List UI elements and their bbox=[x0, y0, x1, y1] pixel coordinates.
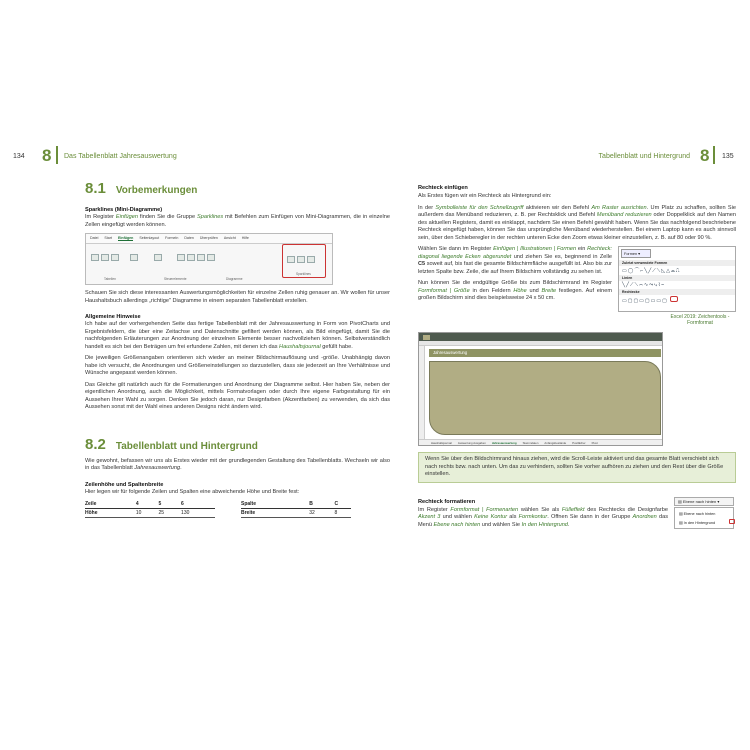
pivotchart-icon[interactable] bbox=[207, 254, 215, 261]
sheet-tab[interactable]: Pivot bbox=[591, 440, 598, 445]
paragraph: Im Register Einfügen finden Sie die Gruppe Sparklines mit Befehlen zum Einfügen von Mini-Diagrammen, die in einzelne Zellen eingefügt werden können. bbox=[85, 214, 391, 228]
highlight-marker bbox=[729, 519, 735, 524]
section-number: 8.2 bbox=[85, 435, 106, 453]
sheet-tab[interactable]: Postfächer bbox=[572, 440, 586, 445]
menu-item-label: In den Hintergrund bbox=[683, 520, 716, 525]
ribbon-tab[interactable]: Seitenlayout bbox=[139, 236, 160, 240]
paragraph: Das Gleiche gilt natürlich auch für die Formatierungen und Anordnung der Diagramme selbst. Hier haben Sie, neben der eigentlichen Anordnung, auch die Möglichkeit, mittels Formatvorlagen oder durch Ihre eigene Farbgestaltung für ein Aussehen Ihrer Wahl zu sorgen. Denken Sie jedoch daran, nur Designfarben (Akzentfarben) zu verwenden, da sich das Aussehen sonst mit der Wahl eines anderen Designs nicht ändern wird. bbox=[85, 381, 390, 410]
table-cell: C bbox=[335, 500, 352, 509]
table-icon[interactable] bbox=[111, 254, 119, 261]
paragraph: Wählen Sie dann im Register Einfügen | Illustrationen | Formen ein Rechteck: diagonal liegende Ecken abgerundet und ziehen Sie es, beginnend in Zelle C5 soweit auf, bis fast die gesamte Bildschirmfläche ausgefüllt ist. Also bis zur letzten Spalte bzw. Zeile, die auf Ihrem Bildschirm vollständig zu sehen ist. bbox=[418, 246, 612, 275]
sheet-tabs bbox=[419, 439, 662, 445]
ribbon-group-label: Diagramme bbox=[226, 277, 243, 281]
controls-icon[interactable] bbox=[154, 254, 162, 261]
sheet-tab-active[interactable]: Jahresauswertung bbox=[491, 440, 517, 445]
pivottable-icon[interactable] bbox=[91, 254, 99, 261]
winloss-sparkline-icon[interactable] bbox=[307, 256, 315, 263]
table-cell: Zeile bbox=[85, 500, 136, 509]
table-row bbox=[85, 500, 215, 509]
paragraph: Ich habe auf der vorhergehenden Seite das fertige Tabellenblatt mit der Jahresauswertung in Form von PivotCharts und Ergebnisfeldern, die über eine Zeitachse und Datenschnitte gefiltert werden können, als Bild eingefügt, damit Sie die nachfolgenden Erläuterungen zur Anordnung der einzelnen Elemente besser nachvollziehen können. Selbstverständlich handelt es sich bei den Beträgen um frei erfundene Zahlen, mit denen ich das Haushaltsjournal gefüllt habe. bbox=[85, 321, 390, 350]
illustrations-icon[interactable] bbox=[130, 254, 138, 261]
send-backward-button[interactable]: ▤ Ebene nach hinten ▾ bbox=[674, 497, 734, 506]
menu-item-send-to-back[interactable]: ▤ In den Hintergrund bbox=[675, 518, 733, 527]
sheet-tab[interactable]: Haushaltsjournal bbox=[431, 440, 452, 445]
figure-caption: Excel 2019: Zeichentools - Formformat bbox=[670, 314, 730, 326]
column-headers bbox=[419, 341, 662, 346]
column-width-table bbox=[241, 500, 351, 518]
table-cell: B bbox=[309, 500, 334, 509]
sheet-tab[interactable]: Stammdaten bbox=[522, 440, 539, 445]
table-cell: 4 bbox=[136, 500, 159, 509]
menu-item-send-backward[interactable]: ▤ Ebene nach hinten bbox=[679, 511, 716, 516]
insert-shape-block bbox=[418, 246, 736, 328]
header-bar-left bbox=[56, 146, 58, 164]
rectangles-row[interactable]: ▭▢▢▭▢▭▭▢ bbox=[619, 295, 735, 305]
ribbon-tab[interactable]: Datei bbox=[90, 236, 99, 240]
chart-icon[interactable] bbox=[187, 254, 195, 261]
table-row bbox=[241, 509, 351, 518]
sheet-title-bar bbox=[419, 333, 662, 341]
note-box: Wenn Sie über den Bildschirmrand hinaus ziehen, wird die Scroll-Leiste aktiviert und das gesamte Blatt verschiebt sich nach rechts bzw. nach unten. Um das zu verhindern, sollten Sie vorher aufhören zu ziehen und den Rest über die Größe einstellen. bbox=[418, 452, 736, 483]
ribbon-tab[interactable]: Formeln bbox=[165, 236, 179, 240]
format-shape-block bbox=[418, 499, 736, 530]
left-page bbox=[85, 180, 390, 518]
map-icon[interactable] bbox=[197, 254, 205, 261]
section-title: Tabellenblatt und Hintergrund bbox=[115, 440, 258, 452]
table-cell: 25 bbox=[158, 509, 181, 518]
ribbon-tab[interactable]: Hilfe bbox=[241, 236, 249, 240]
shapes-section-label: Rechtecke bbox=[619, 289, 735, 295]
table-row bbox=[241, 500, 351, 509]
paragraph: In der Symbolleiste für den Schnellzugriff aktivieren wir den Befehl Am Raster ausrichten. Um Platz zu schaffen, sollten Sie außerdem das Menüband reduzieren, z. B. per Rechtsklick und Befehl Menüband reduzieren oder Doppelklick auf den Namen des aktuellen Registers, damit es einklappt, nachdem Sie einen Befehl gewählt haben. Wenn Sie das nachfolgend beschriebene Rechteck eingefügt haben, können Sie das ursprüngliche Menüband wiederherstellen. Bei einem Laptop kann es auch sinnvoll sein, über den Schieberegler in der rechten unteren Ecke den Zoom etwas kleiner einzustellen, z. B. auf 80 oder 90 %. bbox=[418, 204, 736, 241]
section-number: 8.1 bbox=[85, 180, 106, 197]
table-cell: 5 bbox=[158, 500, 181, 509]
page-number-left: 134 bbox=[13, 153, 25, 160]
page-number-right: 135 bbox=[722, 153, 734, 160]
row-headers bbox=[419, 346, 425, 439]
table-cell: 6 bbox=[181, 500, 215, 509]
table-cell: Breite bbox=[241, 509, 309, 518]
header-bar-right bbox=[713, 146, 715, 164]
paragraph: Schauen Sie sich diese interessanten Auswertungsmöglichkeiten für einzelne Zellen ruhig genauer an. Wir wollen für unser Haushaltsbuch allerdings „richtige" Diagramme in einem separaten Tabellenblatt erstellen. bbox=[85, 290, 390, 304]
shapes-button[interactable]: Formen ▾ bbox=[621, 249, 651, 258]
subheading-hinweise: Allgemeine Hinweise bbox=[85, 314, 141, 320]
ribbon-tab[interactable]: Start bbox=[104, 236, 112, 240]
subheading-zeilen: Zeilenhöhe und Spaltenbreite bbox=[85, 481, 164, 488]
line-sparkline-icon[interactable] bbox=[287, 256, 295, 263]
running-title-left: Das Tabellenblatt Jahresauswertung bbox=[64, 153, 177, 160]
title-bar: Jahresauswertung bbox=[429, 349, 661, 357]
subheading-sparklines: Sparklines (Mini-Diagramme) bbox=[85, 207, 163, 213]
chapter-number-right: 8 bbox=[700, 146, 710, 165]
ribbon-tab[interactable]: Ansicht bbox=[223, 236, 236, 240]
table-cell: Spalte bbox=[241, 500, 309, 509]
arrange-menu-screenshot bbox=[674, 497, 734, 529]
shapes-button-label: Formen bbox=[624, 252, 638, 256]
running-title-right: Tabellenblatt und Hintergrund bbox=[598, 153, 690, 160]
sheet-tab[interactable]: Auswertung Ausgaben bbox=[457, 440, 486, 445]
table-cell: Höhe bbox=[85, 509, 136, 518]
table-cell: 8 bbox=[335, 509, 352, 518]
paragraph: Im Register Formformat | Formenarten wählen Sie als Fülleffekt des Rechtecks die Designfarbe Akzent 3 und wählen Keine Kontur als Formkontur. Offnen Sie dann in der Gruppe Anordnen das Menü Ebene nach hinten und wählen Sie In den Hintergrund. bbox=[418, 506, 668, 528]
arrange-dropdown bbox=[674, 507, 734, 529]
ribbon-group-label: Sparklines bbox=[296, 272, 311, 276]
section-heading-8-1 bbox=[85, 180, 390, 197]
shapes-section-label: Zuletzt verwendete Formen bbox=[619, 260, 735, 266]
chart-icon[interactable] bbox=[177, 254, 185, 261]
recent-shapes-row[interactable]: ▭◯⌒⌐╲╱⟋⟍◺△⌓⎍ bbox=[622, 268, 681, 274]
shapes-section-label: Linien bbox=[619, 275, 735, 281]
shapes-gallery-screenshot bbox=[618, 246, 736, 312]
sheet-tab[interactable]: Anfangsbestände bbox=[544, 440, 567, 445]
ribbon-group-label: Steuerelemente bbox=[164, 277, 187, 281]
table-cell: 10 bbox=[136, 509, 159, 518]
menu-item-label: Ebene nach hinten bbox=[683, 511, 716, 516]
column-sparkline-icon[interactable] bbox=[297, 256, 305, 263]
ribbon-screenshot bbox=[85, 233, 333, 285]
send-backward-label: Ebene nach hinten bbox=[682, 498, 717, 504]
ribbon-group-label: Tabellen bbox=[104, 277, 116, 281]
table-row bbox=[85, 509, 215, 518]
right-page bbox=[418, 185, 736, 529]
chapter-number-left: 8 bbox=[42, 146, 52, 165]
ribbon-icons bbox=[90, 248, 216, 266]
background-rectangle[interactable] bbox=[429, 361, 661, 435]
paragraph: Als Erstes fügen wir ein Rechteck als Hintergrund ein: bbox=[418, 193, 552, 199]
ribbon-tab[interactable]: Daten bbox=[184, 236, 194, 240]
subheading-rechteck-einfuegen: Rechteck einfügen bbox=[418, 185, 468, 191]
ribbon-tabs bbox=[86, 234, 332, 244]
table-cell: 32 bbox=[309, 509, 334, 518]
subheading-rechteck-formatieren: Rechteck formatieren bbox=[418, 498, 476, 505]
sheet-screenshot bbox=[418, 332, 663, 446]
paragraph: Die jeweiligen Größenangaben orientieren sich wieder an meiner Bildschirmauflösung und -größe. Unabhängig davon habe ich versucht, die Anordnungen und Größeneinstellungen so darzustellen, dass sie jederzeit an Ihre Verhältnisse und Wünsche angepasst werden können. bbox=[85, 355, 390, 376]
row-height-table bbox=[85, 500, 215, 518]
section-heading-8-2 bbox=[85, 436, 390, 453]
ribbon-tab-active[interactable]: Einfügen bbox=[117, 236, 134, 240]
paragraph: Hier legen wir für folgende Zeilen und Spalten eine abweichende Höhe und Breite fest: bbox=[85, 488, 300, 495]
ribbon-tab[interactable]: Überprüfen bbox=[199, 236, 218, 240]
paragraph: Wie gewohnt, befassen wir uns als Erstes wieder mit der grundlegenden Gestaltung des Tabellenblatts. Wechseln wir also in das Tabellenblatt Jahresauswertung. bbox=[85, 457, 390, 471]
table-cell: 130 bbox=[181, 509, 215, 518]
lines-row[interactable]: ╲╱⟋⟍⌒∿⤳⤷⌇⎯ bbox=[622, 282, 665, 288]
recommended-pivot-icon[interactable] bbox=[101, 254, 109, 261]
paragraph: Nun können Sie die endgültige Größe bis zum Bildschirmrand im Register Formformat | Größe in den Feldern Höhe und Breite festlegen. Auf einem großen Bildschirm sind dies beispielsweise 24 x 50 cm. bbox=[418, 280, 612, 301]
rounded-diagonal-rect-icon[interactable] bbox=[670, 296, 678, 302]
shape-handle-icon bbox=[423, 335, 430, 340]
size-tables bbox=[85, 500, 390, 518]
section-title: Vorbemerkungen bbox=[115, 185, 198, 196]
